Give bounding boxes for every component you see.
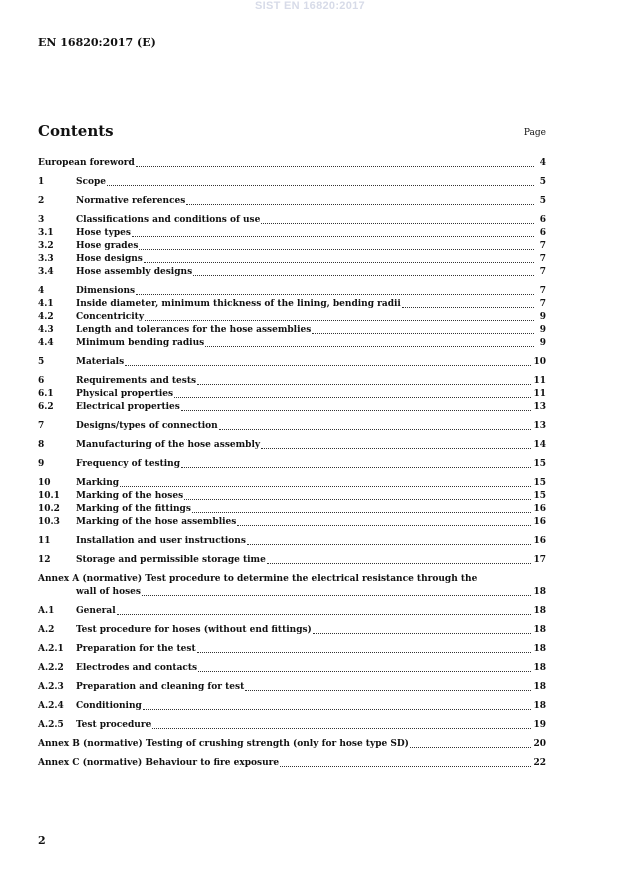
toc-entry-title: Hose types: [76, 228, 131, 238]
toc-entry-page: 9: [539, 312, 546, 322]
toc-entry-number: 3: [38, 215, 45, 225]
watermark: SIST EN 16820:2017: [255, 0, 365, 12]
toc-entry-page: 7: [539, 267, 546, 277]
toc-entry-title: Materials: [76, 357, 125, 367]
toc-entry-title: Manufacturing of the hose assembly: [76, 440, 261, 450]
leader-dots: [186, 204, 534, 205]
toc-entry-marking[interactable]: [38, 477, 546, 490]
toc-entry-scope[interactable]: [38, 176, 546, 189]
leader-dots: [261, 223, 534, 224]
toc-entry-number: 4: [38, 286, 45, 296]
toc-entry-title-line2: wall of hoses: [76, 587, 141, 597]
toc-entry-page: 4: [539, 158, 546, 168]
toc-entry-page: 18: [533, 663, 546, 673]
toc-entry-title: Dimensions: [76, 286, 136, 296]
toc-entry-title: Annex B (normative) Testing of crushing strength (only for hose type SD): [38, 739, 409, 749]
toc-entry-title: General: [76, 606, 116, 616]
contents-heading: Contents: [38, 122, 114, 140]
toc-entry-number: 3.3: [38, 254, 54, 264]
toc-entry-title-line1: Annex A (normative) Test procedure to determine the electrical resistance through the: [38, 574, 478, 584]
toc-entry-a22-electrodes[interactable]: [38, 662, 546, 675]
leader-dots: [132, 236, 534, 237]
toc-entry-number: A.2.1: [38, 644, 64, 654]
leader-dots: [237, 525, 531, 526]
toc-entry-a1-general[interactable]: [38, 605, 546, 618]
leader-dots: [313, 633, 532, 634]
leader-dots: [205, 346, 534, 347]
toc-entry-page: 9: [539, 338, 546, 348]
leader-dots: [145, 320, 534, 321]
toc-entry-page: 5: [539, 196, 546, 206]
toc-entry-page: 18: [533, 644, 546, 654]
toc-entry-page: 6: [539, 228, 546, 238]
toc-entry-title: Marking of the fittings: [76, 504, 191, 514]
toc-entry-title: Electrodes and contacts: [76, 663, 198, 673]
toc-entry-title: Concentricity: [76, 312, 145, 322]
toc-entry-number: A.2.5: [38, 720, 64, 730]
toc-entry-designs-connection[interactable]: [38, 420, 546, 433]
toc-entry-manufacturing[interactable]: [38, 439, 546, 452]
toc-entry-page: 11: [533, 376, 546, 386]
toc-entry-page: 18: [533, 587, 546, 597]
toc-entry-normative-references[interactable]: [38, 195, 546, 208]
toc-entry-number: 3.4: [38, 267, 54, 277]
leader-dots: [181, 467, 531, 468]
toc-entry-a21-preparation[interactable]: [38, 643, 546, 656]
toc-entry-number: 3.1: [38, 228, 54, 238]
toc-entry-a25-test-procedure[interactable]: [38, 719, 546, 732]
leader-dots: [267, 563, 532, 564]
toc-entry-number: 11: [38, 536, 51, 546]
toc-entry-number: 10.1: [38, 491, 60, 501]
toc-entry-number: 12: [38, 555, 51, 565]
leader-dots: [410, 747, 532, 748]
toc-entry-page: 5: [539, 177, 546, 187]
toc-entry-page: 16: [533, 517, 546, 527]
toc-entry-number: A.2.4: [38, 701, 64, 711]
toc-entry-annex-b[interactable]: [38, 738, 546, 751]
toc-entry-marking-assemblies[interactable]: [38, 516, 546, 529]
toc-entry-title: Annex C (normative) Behaviour to fire exposure: [38, 758, 280, 768]
toc-entry-number: A.2.2: [38, 663, 64, 673]
toc-entry-number: A.2: [38, 625, 55, 635]
toc-entry-requirements-tests[interactable]: [38, 375, 546, 388]
toc-entry-page: 15: [533, 491, 546, 501]
toc-entry-page: 11: [533, 389, 546, 399]
leader-dots: [245, 690, 531, 691]
toc-entry-inside-diameter[interactable]: [38, 298, 546, 311]
toc-entry-a23-cleaning[interactable]: [38, 681, 546, 694]
toc-entry-title: Length and tolerances for the hose assemblies: [76, 325, 312, 335]
toc-entry-page: 18: [533, 625, 546, 635]
toc-entry-title: Hose designs: [76, 254, 143, 264]
toc-entry-number: 4.1: [38, 299, 54, 309]
toc-entry-title: Frequency of testing: [76, 459, 181, 469]
leader-dots: [142, 595, 532, 596]
toc-entry-page: 7: [539, 286, 546, 296]
toc-entry-title: Conditioning: [76, 701, 142, 711]
table-of-contents: [38, 157, 546, 770]
leader-dots: [193, 275, 534, 276]
toc-entry-number: 7: [38, 421, 45, 431]
toc-entry-page: 22: [533, 758, 546, 768]
toc-entry-page: 7: [539, 299, 546, 309]
toc-entry-number: 10.2: [38, 504, 60, 514]
toc-entry-title: Hose assembly designs: [76, 267, 193, 277]
leader-dots: [139, 249, 534, 250]
toc-entry-installation[interactable]: [38, 535, 546, 548]
leader-dots: [136, 166, 534, 167]
toc-entry-a24-conditioning[interactable]: [38, 700, 546, 713]
toc-entry-hose-assembly-designs[interactable]: [38, 266, 546, 279]
toc-entry-page: 16: [533, 504, 546, 514]
toc-entry-number: 1: [38, 177, 45, 187]
toc-entry-page: 7: [539, 254, 546, 264]
toc-entry-physical-properties[interactable]: [38, 388, 546, 401]
toc-entry-marking-hoses[interactable]: [38, 490, 546, 503]
toc-entry-page: 19: [533, 720, 546, 730]
leader-dots: [174, 397, 531, 398]
toc-entry-title: Marking of the hoses: [76, 491, 184, 501]
toc-entry-concentricity[interactable]: [38, 311, 546, 324]
toc-entry-electrical-properties[interactable]: [38, 401, 546, 414]
leader-dots: [261, 448, 531, 449]
toc-entry-length-tolerances[interactable]: [38, 324, 546, 337]
leader-dots: [120, 486, 531, 487]
toc-entry-page: 9: [539, 325, 546, 335]
toc-entry-title: Hose grades: [76, 241, 139, 251]
toc-entry-title: Classifications and conditions of use: [76, 215, 261, 225]
toc-entry-title: Electrical properties: [76, 402, 180, 412]
toc-entry-title: Test procedure for hoses (without end fittings): [76, 625, 312, 635]
toc-entry-number: 6.2: [38, 402, 54, 412]
toc-entry-number: A.2.3: [38, 682, 64, 692]
toc-entry-storage[interactable]: [38, 554, 546, 567]
toc-entry-title: Designs/types of connection: [76, 421, 218, 431]
leader-dots: [125, 365, 531, 366]
leader-dots: [181, 410, 532, 411]
toc-entry-page: 20: [533, 739, 546, 749]
toc-entry-number: 2: [38, 196, 45, 206]
toc-entry-number: A.1: [38, 606, 55, 616]
toc-entry-title: Minimum bending radius: [76, 338, 205, 348]
leader-dots: [280, 766, 531, 767]
toc-entry-number: 8: [38, 440, 45, 450]
toc-entry-page: 18: [533, 606, 546, 616]
toc-entry-page: 17: [533, 555, 546, 565]
toc-entry-annex-c[interactable]: [38, 757, 546, 770]
page-column-label: Page: [523, 128, 546, 138]
leader-dots: [144, 262, 534, 263]
leader-dots: [136, 294, 534, 295]
leader-dots: [143, 709, 532, 710]
toc-entry-title: Installation and user instructions: [76, 536, 246, 546]
toc-entry-page: 13: [533, 421, 546, 431]
toc-entry-marking-fittings[interactable]: [38, 503, 546, 516]
toc-entry-a2-test-procedure[interactable]: [38, 624, 546, 637]
toc-entry-title: Marking of the hose assemblies: [76, 517, 237, 527]
document-id: EN 16820:2017 (E): [38, 36, 156, 49]
toc-entry-classifications[interactable]: [38, 214, 546, 227]
leader-dots: [402, 307, 534, 308]
leader-dots: [197, 384, 531, 385]
toc-entry-page: 6: [539, 215, 546, 225]
toc-entry-page: 14: [533, 440, 546, 450]
toc-entry-number: 4.4: [38, 338, 54, 348]
toc-entry-page: 10: [533, 357, 546, 367]
toc-entry-page: 7: [539, 241, 546, 251]
toc-entry-page: 15: [533, 478, 546, 488]
toc-entry-title: Marking: [76, 478, 120, 488]
toc-entry-number: 9: [38, 459, 45, 469]
toc-entry-page: 15: [533, 459, 546, 469]
toc-entry-title: Physical properties: [76, 389, 174, 399]
toc-entry-page: 16: [533, 536, 546, 546]
leader-dots: [107, 185, 534, 186]
toc-entry-page: 13: [533, 402, 546, 412]
toc-entry-annex-a[interactable]: [38, 573, 546, 599]
toc-entry-number: 5: [38, 357, 45, 367]
toc-entry-title: Requirements and tests: [76, 376, 197, 386]
leader-dots: [312, 333, 534, 334]
toc-entry-number: 10: [38, 478, 51, 488]
toc-entry-materials[interactable]: [38, 356, 546, 369]
toc-entry-title: Storage and permissible storage time: [76, 555, 266, 565]
toc-entry-number: 6.1: [38, 389, 54, 399]
toc-entry-number: 4.2: [38, 312, 54, 322]
leader-dots: [247, 544, 532, 545]
toc-entry-title: European foreword: [38, 158, 135, 168]
toc-entry-hose-designs[interactable]: [38, 253, 546, 266]
leader-dots: [198, 671, 531, 672]
toc-entry-hose-types[interactable]: [38, 227, 546, 240]
leader-dots: [184, 499, 531, 500]
leader-dots: [117, 614, 532, 615]
leader-dots: [152, 728, 531, 729]
toc-entry-page: 18: [533, 701, 546, 711]
toc-entry-number: 3.2: [38, 241, 54, 251]
toc-entry-title: Preparation for the test: [76, 644, 196, 654]
toc-entry-title: Normative references: [76, 196, 186, 206]
toc-entry-hose-grades[interactable]: [38, 240, 546, 253]
toc-entry-foreword[interactable]: [38, 157, 546, 170]
toc-entry-number: 10.3: [38, 517, 60, 527]
toc-entry-title: Inside diameter, minimum thickness of the lining, bending radii: [76, 299, 401, 309]
toc-entry-number: 4.3: [38, 325, 54, 335]
toc-entry-title: Test procedure: [76, 720, 152, 730]
leader-dots: [197, 652, 532, 653]
toc-entry-page: 18: [533, 682, 546, 692]
toc-entry-title: Preparation and cleaning for test: [76, 682, 245, 692]
toc-entry-min-bending-radius[interactable]: [38, 337, 546, 350]
toc-entry-dimensions[interactable]: [38, 285, 546, 298]
page-number: 2: [38, 834, 46, 847]
toc-entry-frequency-testing[interactable]: [38, 458, 546, 471]
leader-dots: [219, 429, 532, 430]
leader-dots: [192, 512, 532, 513]
toc-entry-title: Scope: [76, 177, 107, 187]
toc-entry-number: 6: [38, 376, 45, 386]
